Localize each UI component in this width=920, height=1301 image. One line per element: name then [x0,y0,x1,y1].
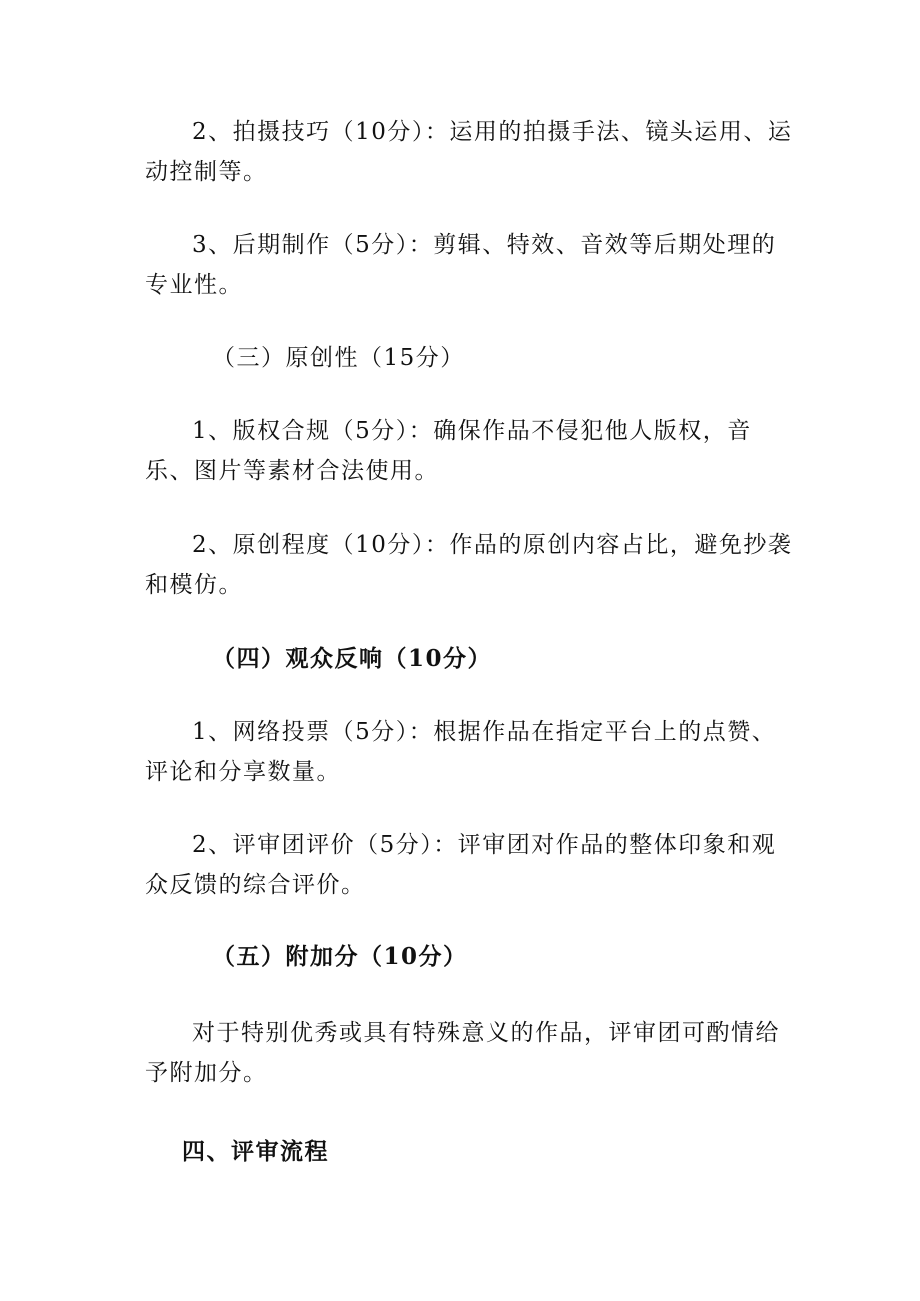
heading-audience-response: （四）观众反响（10分） [212,645,493,672]
paragraph-copyright: 1、版权合规（5分）：确保作品不侵犯他人版权，音乐、图片等素材合法使用。 [145,418,752,484]
paragraph-originality-degree: 2、原创程度（10分）：作品的原创内容占比，避免抄袭和模仿。 [145,532,793,598]
heading-bonus-points: （五）附加分（10分） [212,943,468,970]
paragraph-bonus-description: 对于特别优秀或具有特殊意义的作品，评审团可酌情给予附加分。 [145,1020,780,1086]
paragraph-post-production: 3、后期制作（5分）：剪辑、特效、音效等后期处理的专业性。 [145,232,777,298]
heading-review-process: 四、评审流程 [182,1138,329,1165]
paragraph-shooting-skills: 2、拍摄技巧（10分）：运用的拍摄手法、镜头运用、运动控制等。 [145,119,793,185]
paragraph-jury-evaluation: 2、评审团评价（5分）：评审团对作品的整体印象和观众反馈的综合评价。 [145,832,777,898]
paragraph-online-voting: 1、网络投票（5分）：根据作品在指定平台上的点赞、评论和分享数量。 [145,719,777,785]
heading-originality: （三）原创性（15分） [212,345,465,371]
